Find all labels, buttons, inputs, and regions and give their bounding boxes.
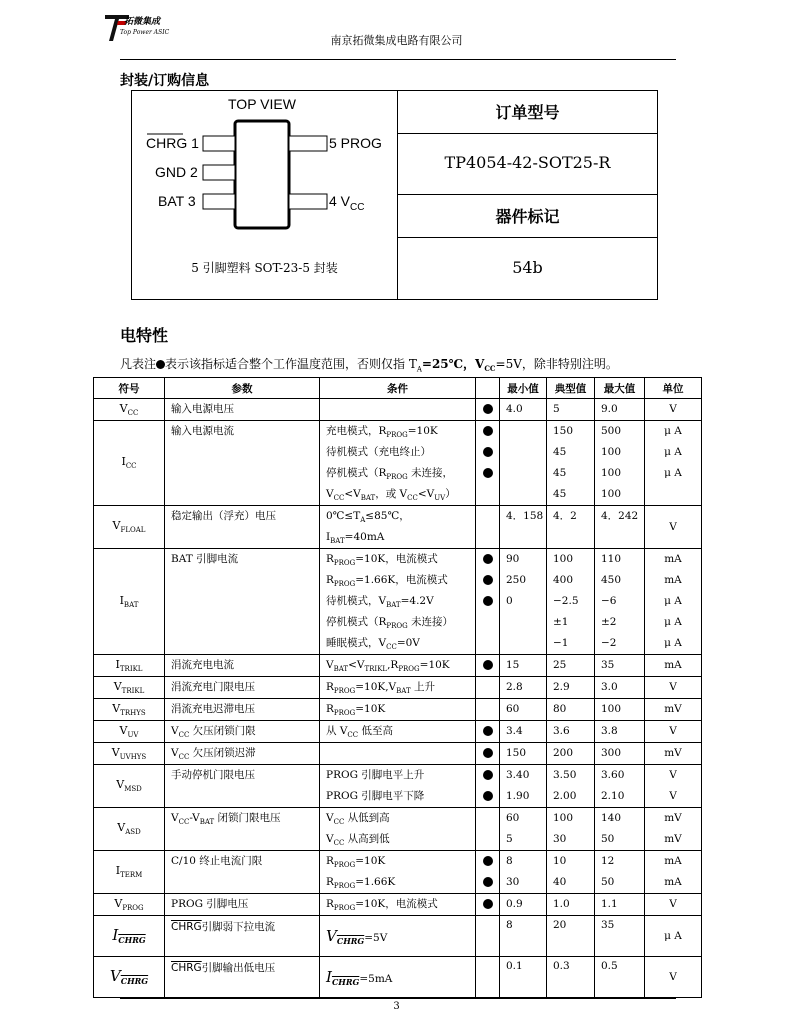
dot-cell <box>476 957 500 998</box>
parameter-cell: BAT 引脚电流 <box>165 549 320 655</box>
unit-cell: mV <box>645 699 702 721</box>
parameter-cell: 稳定输出（浮充）电压 <box>165 506 320 549</box>
parameter-cell: 输入电源电流 <box>165 421 320 506</box>
table-row <box>94 957 702 998</box>
table-row <box>94 421 702 506</box>
dot-marker-icon <box>156 360 165 369</box>
condition-cell: $I_{CHRG}=5mA$ <box>320 957 476 998</box>
condition-cell: $R_{PROG}=10K$，电流模式 $R_{PROG}=1.66K$，电流模式 待机模式，$V_{BAT}=4.2V$ 停机模式（$R_{PROG}$ 未连接） 睡眠模式，$V_{CC}=0V$ <box>320 549 476 655</box>
table-row <box>94 549 702 655</box>
condition-cell: 从 $V_{CC}$ 低至高 <box>320 721 476 743</box>
full-temp-range-dot-icon <box>483 468 493 478</box>
typ-value-cell: 80 <box>547 699 595 721</box>
footer-divider <box>120 998 676 999</box>
parameter-cell: $V_{CC}$ 欠压闭锁门限 <box>165 721 320 743</box>
full-temp-range-dot-icon <box>483 748 493 758</box>
full-temp-range-dot-icon <box>483 404 493 414</box>
full-temp-range-dot-icon <box>483 575 493 585</box>
symbol-cell: $V_{TRHYS}$ <box>94 699 165 721</box>
min-value-cell: 3.4 <box>500 721 547 743</box>
typ-value-cell: 5 <box>547 399 595 421</box>
condition-cell: $V_{BAT}<V_{TRIKL},R_{PROG}=10K$ <box>320 655 476 677</box>
device-marking-header: 器件标记 <box>495 207 560 226</box>
min-value-cell: 8 30 <box>500 851 547 894</box>
min-value-cell: 2.8 <box>500 677 547 699</box>
full-temp-range-dot-icon <box>483 877 493 887</box>
unit-cell: μ A <box>645 916 702 957</box>
unit-cell: mV mV <box>645 808 702 851</box>
order-divider-2 <box>397 194 657 195</box>
symbol-cell: $V_{FLOAL}$ <box>94 506 165 549</box>
table-row <box>94 506 702 549</box>
table-row <box>94 399 702 421</box>
logo-english-name: Top Power ASIC <box>120 29 170 36</box>
parameter-cell: CHRG引脚输出低电压 <box>165 957 320 998</box>
full-temp-range-dot-icon <box>483 770 493 780</box>
symbol-cell: $V_{PROG}$ <box>94 894 165 916</box>
pin-4-vcc-label: 4 $V_{CC}$ <box>329 193 365 213</box>
unit-cell: mA mA μ A μ A μ A <box>645 549 702 655</box>
condition-cell: $0℃\le T_A\le 85℃$， $I_{BAT}=40mA$ <box>320 506 476 549</box>
min-value-cell: 15 <box>500 655 547 677</box>
parameter-cell: 涓流充电门限电压 <box>165 677 320 699</box>
full-temp-range-dot-icon <box>483 426 493 436</box>
logo-chinese-name: 拓微集成 <box>124 17 161 27</box>
table-row <box>94 743 702 765</box>
dot-cell <box>476 549 500 655</box>
symbol-cell: $I_{TERM}$ <box>94 851 165 894</box>
full-temp-range-dot-icon <box>483 554 493 564</box>
max-value-cell: 1.1 <box>595 894 645 916</box>
typ-value-cell: 3.6 <box>547 721 595 743</box>
full-temp-range-dot-icon <box>483 660 493 670</box>
typ-value-cell: 100 400 −2.5 ±1 −1 <box>547 549 595 655</box>
company-name: 南京拓微集成电路有限公司 <box>330 34 463 47</box>
electrical-note: 凡表注 表示该指标适合整个工作温度范围，否则仅指 $T_A=25℃$，$V_{CC}=5V$，除非特别注明。 <box>120 357 618 374</box>
dot-cell <box>476 916 500 957</box>
condition-cell <box>320 743 476 765</box>
symbol-cell: $I_{BAT}$ <box>94 549 165 655</box>
max-value-cell: 3.8 <box>595 721 645 743</box>
min-value-cell: 60 5 <box>500 808 547 851</box>
max-value-cell: 9.0 <box>595 399 645 421</box>
max-value-cell: 300 <box>595 743 645 765</box>
max-value-cell: 100 <box>595 699 645 721</box>
symbol-cell: $V_{CC}$ <box>94 399 165 421</box>
table-row <box>94 894 702 916</box>
table-header-cell: 典型值 <box>547 378 595 399</box>
unit-cell: mA <box>645 655 702 677</box>
table-row <box>94 808 702 851</box>
dot-cell <box>476 851 500 894</box>
max-value-cell: 35 <box>595 916 645 957</box>
parameter-cell: 输入电源电压 <box>165 399 320 421</box>
typ-value-cell: 1.0 <box>547 894 595 916</box>
symbol-cell: $I_{CC}$ <box>94 421 165 506</box>
max-value-cell: 140 50 <box>595 808 645 851</box>
order-number-header: 订单型号 <box>495 103 560 122</box>
order-number-value: TP4054-42-SOT25-R <box>444 153 611 172</box>
parameter-cell: 手动停机门限电压 <box>165 765 320 808</box>
symbol-cell: $I_{TRIKL}$ <box>94 655 165 677</box>
pin-3-bat-label: BAT 3 <box>158 193 196 209</box>
min-value-cell <box>500 421 547 506</box>
condition-cell: $V_{CC}$ 从低到高 $V_{CC}$ 从高到低 <box>320 808 476 851</box>
parameter-cell: CHRG引脚弱下拉电流 <box>165 916 320 957</box>
pin-1-chrg-label: CHRG 1 <box>146 135 199 151</box>
table-header-cell: 最大值 <box>595 378 645 399</box>
table-header-row <box>94 378 702 399</box>
condition-cell: $R_{PROG}=10K,V_{BAT}$ 上升 <box>320 677 476 699</box>
condition-cell <box>320 399 476 421</box>
table-header-cell: 条件 <box>320 378 476 399</box>
max-value-cell: 110 450 −6 ±2 −2 <box>595 549 645 655</box>
unit-cell: V <box>645 894 702 916</box>
typ-value-cell: 150 45 45 45 <box>547 421 595 506</box>
typ-value-cell: 10 40 <box>547 851 595 894</box>
condition-cell: $R_{PROG}=10K$，电流模式 <box>320 894 476 916</box>
symbol-cell: $V_{MSD}$ <box>94 765 165 808</box>
parameter-cell: 涓流充电迟滞电压 <box>165 699 320 721</box>
typ-value-cell: 4．2 <box>547 506 595 549</box>
pin-5-prog-label: 5 PROG <box>329 135 382 151</box>
table-header-cell: 符号 <box>94 378 165 399</box>
symbol-cell: $I_{CHRG}$ <box>94 916 165 957</box>
symbol-cell: $V_{CHRG}$ <box>94 957 165 998</box>
max-value-cell: 35 <box>595 655 645 677</box>
symbol-cell: $V_{UV}$ <box>94 721 165 743</box>
dot-cell <box>476 721 500 743</box>
condition-cell: 充电模式，$R_{PROG}=10K$ 待机模式（充电终止） 停机模式（$R_{PROG}$ 未连接， $V_{CC}<V_{BAT}$，或 $V_{CC}<V_{UV}$） <box>320 421 476 506</box>
parameter-cell: $V_{CC}$ 欠压闭锁迟滞 <box>165 743 320 765</box>
device-marking-value: 54b <box>512 258 543 277</box>
max-value-cell: 4．242 <box>595 506 645 549</box>
symbol-cell: $V_{ASD}$ <box>94 808 165 851</box>
typ-value-cell: 3.50 2.00 <box>547 765 595 808</box>
unit-cell: mA mA <box>645 851 702 894</box>
table-row <box>94 916 702 957</box>
dot-cell <box>476 677 500 699</box>
table-header-cell: 参数 <box>165 378 320 399</box>
header-divider <box>120 59 676 60</box>
min-value-cell: 90 250 0 <box>500 549 547 655</box>
condition-cell: $V_{CHRG}=5V$ <box>320 916 476 957</box>
table-row <box>94 721 702 743</box>
table-row <box>94 655 702 677</box>
min-value-cell: 0.1 <box>500 957 547 998</box>
full-temp-range-dot-icon <box>483 726 493 736</box>
unit-cell: V <box>645 957 702 998</box>
condition-cell: $R_{PROG}=10K$ <box>320 699 476 721</box>
typ-value-cell: 0.3 <box>547 957 595 998</box>
order-divider-1 <box>397 133 657 134</box>
typ-value-cell: 20 <box>547 916 595 957</box>
dot-cell <box>476 765 500 808</box>
dot-cell <box>476 743 500 765</box>
full-temp-range-dot-icon <box>483 447 493 457</box>
parameter-cell: 涓流充电电流 <box>165 655 320 677</box>
dot-cell <box>476 655 500 677</box>
parameter-cell: C/10 终止电流门限 <box>165 851 320 894</box>
min-value-cell: 4．158 <box>500 506 547 549</box>
max-value-cell: 500 100 100 100 <box>595 421 645 506</box>
typ-value-cell: 2.9 <box>547 677 595 699</box>
dot-cell <box>476 421 500 506</box>
dot-cell <box>476 399 500 421</box>
package-section-title: 封装/订购信息 <box>120 73 210 89</box>
top-view-label: TOP VIEW <box>228 96 296 112</box>
min-value-cell: 4.0 <box>500 399 547 421</box>
min-value-cell: 150 <box>500 743 547 765</box>
max-value-cell: 3.0 <box>595 677 645 699</box>
condition-cell: $R_{PROG}=10K$ $R_{PROG}=1.66K$ <box>320 851 476 894</box>
table-header-cell: 最小值 <box>500 378 547 399</box>
table-header-cell: 单位 <box>645 378 702 399</box>
order-divider-3 <box>397 237 657 238</box>
typ-value-cell: 100 30 <box>547 808 595 851</box>
package-info-box <box>131 90 658 300</box>
unit-cell: V <box>645 506 702 549</box>
electrical-section-title: 电特性 <box>120 326 169 345</box>
typ-value-cell: 25 <box>547 655 595 677</box>
unit-cell: V <box>645 677 702 699</box>
min-value-cell: 8 <box>500 916 547 957</box>
min-value-cell: 0.9 <box>500 894 547 916</box>
min-value-cell: 60 <box>500 699 547 721</box>
dot-cell <box>476 808 500 851</box>
table-row <box>94 699 702 721</box>
electrical-characteristics-table <box>93 377 702 998</box>
symbol-cell: $V_{TRIKL}$ <box>94 677 165 699</box>
unit-cell: mV <box>645 743 702 765</box>
condition-cell: PROG 引脚电平上升 PROG 引脚电平下降 <box>320 765 476 808</box>
unit-cell: μ A μ A μ A <box>645 421 702 506</box>
table-row <box>94 851 702 894</box>
unit-cell: V <box>645 399 702 421</box>
typ-value-cell: 200 <box>547 743 595 765</box>
package-caption: 5 引脚塑料 SOT-23-5 封装 <box>191 261 338 275</box>
full-temp-range-dot-icon <box>483 596 493 606</box>
dot-cell <box>476 894 500 916</box>
parameter-cell: $V_{CC}-V_{BAT}$ 闭锁门限电压 <box>165 808 320 851</box>
dot-cell <box>476 506 500 549</box>
max-value-cell: 3.60 2.10 <box>595 765 645 808</box>
full-temp-range-dot-icon <box>483 899 493 909</box>
unit-cell: V <box>645 721 702 743</box>
min-value-cell: 3.40 1.90 <box>500 765 547 808</box>
max-value-cell: 0.5 <box>595 957 645 998</box>
table-header-cell <box>476 378 500 399</box>
full-temp-range-dot-icon <box>483 856 493 866</box>
parameter-cell: PROG 引脚电压 <box>165 894 320 916</box>
full-temp-range-dot-icon <box>483 791 493 801</box>
page-number: 3 <box>393 1001 400 1012</box>
pin-2-gnd-label: GND 2 <box>155 164 198 180</box>
max-value-cell: 12 50 <box>595 851 645 894</box>
table-row <box>94 677 702 699</box>
dot-cell <box>476 699 500 721</box>
unit-cell: V V <box>645 765 702 808</box>
symbol-cell: $V_{UVHYS}$ <box>94 743 165 765</box>
table-row <box>94 765 702 808</box>
